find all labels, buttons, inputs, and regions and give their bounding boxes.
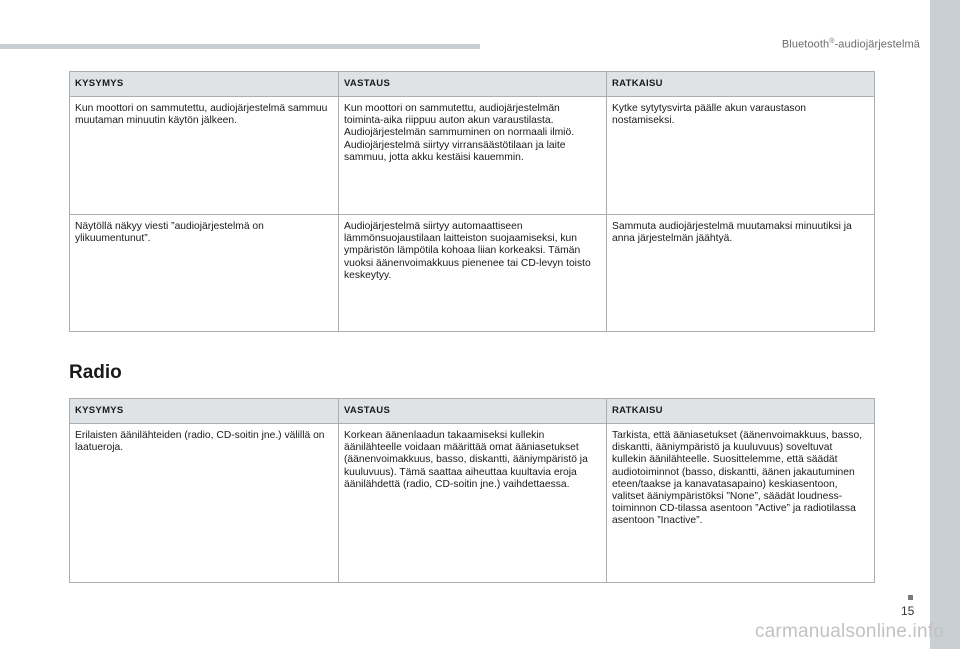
page-edge-band bbox=[930, 0, 960, 649]
question-cell: Erilaisten äänilähteiden (radio, CD-soitin jne.) välillä on laatueroja. bbox=[70, 424, 339, 583]
table-header-row bbox=[70, 399, 875, 424]
column-header-solution: RATKAISU bbox=[607, 399, 875, 424]
faq-table-general bbox=[69, 71, 875, 332]
table-row bbox=[70, 97, 875, 215]
question-cell: Näytöllä näkyy viesti ”audiojärjestelmä on ylikuumentunut”. bbox=[70, 215, 339, 332]
question-cell: Kun moottori on sammutettu, audiojärjestelmä sammuu muutaman minuutin käytön jälkeen. bbox=[70, 97, 339, 215]
column-header-answer: VASTAUS bbox=[339, 72, 607, 97]
table-header-row bbox=[70, 72, 875, 97]
column-header-question: KYSYMYS bbox=[70, 399, 339, 424]
solution-cell: Tarkista, että ääniasetukset (äänenvoimakkuus, basso, diskantti, ääniympäristö ja kuuluvuus) soveltuvat kullekin äänilähteelle. Suosittelemme, että säädät audiotoiminnot (basso, diskantti, äänen jakautuminen eteen/taakse ja kanavatasapaino) keskiasentoon, valitset ääniympäristöksi ”None”, säädät loudness-toiminnon CD-tilassa asentoon ”Active” ja radiotilassa asentoon ”Inactive”. bbox=[607, 424, 875, 583]
solution-cell: Kytke sytytysvirta päälle akun varaustason nostamiseksi. bbox=[607, 97, 875, 215]
watermark-text: carmanualsonline.info bbox=[754, 621, 944, 642]
answer-cell: Korkean äänenlaadun takaamiseksi kullekin äänilähteelle voidaan määrittää omat ääniasetukset (äänenvoimakkuus, basso, diskantti, ääniympäristö ja kuuluvuus). Tämä saattaa aiheuttaa kuultavia eroja äänilähdettä (radio, CD-soitin jne.) vaihdettaessa. bbox=[339, 424, 607, 583]
page-number: 15 bbox=[901, 604, 915, 618]
page-marker bbox=[908, 595, 913, 600]
header-rule bbox=[0, 44, 480, 49]
table-row bbox=[70, 215, 875, 332]
column-header-question: KYSYMYS bbox=[70, 72, 339, 97]
section-title-radio: Radio bbox=[69, 362, 122, 383]
answer-cell: Kun moottori on sammutettu, audiojärjestelmän toiminta-aika riippuu auton akun varaustilasta. Audiojärjestelmän sammuminen on normaali ilmiö. Audiojärjestelmä siirtyy virransäästötilaan ja laite sammuu, jotta akku kestäisi kauemmin. bbox=[339, 97, 607, 215]
column-header-solution: RATKAISU bbox=[607, 72, 875, 97]
chapter-title: Bluetooth®-audiojärjestelmä bbox=[781, 38, 920, 51]
solution-cell: Sammuta audiojärjestelmä muutamaksi minuutiksi ja anna järjestelmän jäähtyä. bbox=[607, 215, 875, 332]
faq-table-radio bbox=[69, 398, 875, 583]
answer-cell: Audiojärjestelmä siirtyy automaattiseen lämmönsuojaustilaan laitteiston suojaamiseksi, kun ympäristön lämpötila kohoaa liian korkeaksi. Tämän vuoksi äänenvoimakkuus pienenee tai CD-levyn toisto keskeytyy. bbox=[339, 215, 607, 332]
table-row bbox=[70, 424, 875, 583]
column-header-answer: VASTAUS bbox=[339, 399, 607, 424]
